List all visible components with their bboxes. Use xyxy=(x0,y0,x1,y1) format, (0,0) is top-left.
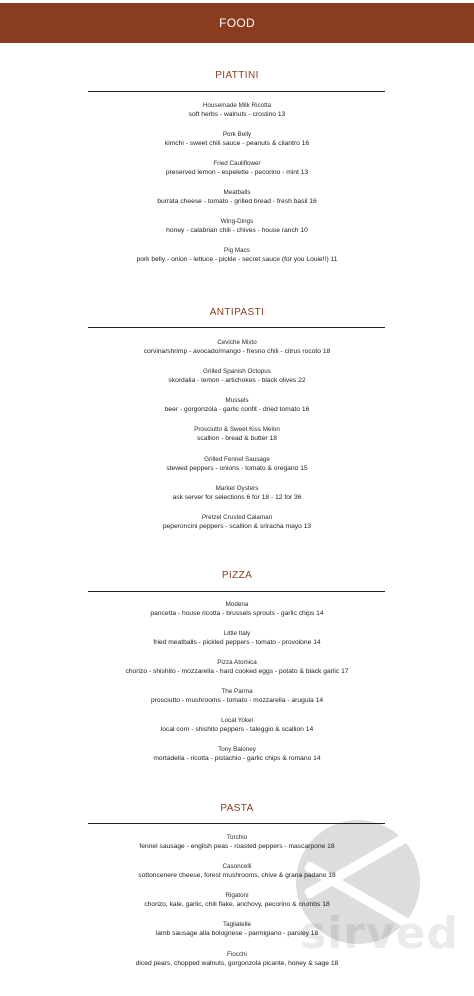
menu-item xyxy=(0,455,474,473)
item-name: The Parma xyxy=(221,688,253,695)
menu-item xyxy=(0,716,474,734)
section-divider xyxy=(88,327,385,328)
item-description: burrata cheese - tomato - grilled bread - fresh basil 16 xyxy=(157,198,317,205)
item-description: sottoncenere cheese, forest mushrooms, chive & grana padano 18 xyxy=(138,872,336,879)
menu-item xyxy=(0,217,474,235)
item-name: Pizza Atomica xyxy=(217,659,257,666)
item-description: pancetta - house ricotta - brussels sprouts - garlic chips 14 xyxy=(150,610,324,617)
item-description: fried meatballs - pickled peppers - tomato - provolone 14 xyxy=(153,639,321,646)
item-name: Wing-Dings xyxy=(220,218,254,225)
menu-item xyxy=(0,130,474,148)
section-title-piattini: PIATTINI xyxy=(215,70,259,81)
item-description: chorizo - shishito - mozzarella - hard cooked eggs - potato & black garlic 17 xyxy=(125,668,349,675)
section-title-antipasti: ANTIPASTI xyxy=(209,307,265,318)
item-description: fennel sausage - english peas - roasted peppers - mascarpone 18 xyxy=(139,843,335,850)
item-name: Housemade Milk Ricotta xyxy=(202,102,272,109)
item-description: soft herbs - walnuts - crostino 13 xyxy=(188,111,286,118)
menu-item xyxy=(0,920,474,938)
item-description: prosciutto - mushrooms - tomato - mozzarella - arugula 14 xyxy=(150,697,324,704)
menu-item xyxy=(0,687,474,705)
item-name: Fried Cauliflower xyxy=(213,160,261,167)
item-description: preserved lemon - espelette - pecorino - mint 13 xyxy=(165,169,309,176)
menu-header-bar xyxy=(0,3,474,43)
menu-item xyxy=(0,425,474,443)
item-name: Grilled Fennel Sausage xyxy=(204,456,270,463)
item-description: corvina/shrimp - avocado/mango - fresno chili - citrus rocoto 18 xyxy=(143,348,331,355)
item-name: Ceviche Mixto xyxy=(217,339,257,346)
item-description: local corn - shishito peppers - taleggio & scallion 14 xyxy=(160,726,314,733)
item-description: chorizo, kale, garlic, chili flake, anchovy, pecorino & crumbs 18 xyxy=(144,901,330,908)
item-name: Prosciutto & Sweet Kiss Melon xyxy=(194,426,280,433)
menu-item xyxy=(0,159,474,177)
item-description: stewed peppers - onions - tomato & oregano 15 xyxy=(166,465,308,472)
item-description: honey - calabrian chili - chives - house ranch 10 xyxy=(166,227,308,234)
item-name: Grilled Spanish Octopus xyxy=(203,368,271,375)
item-name: Pork Belly xyxy=(222,131,252,138)
section-divider xyxy=(88,591,385,592)
menu-item xyxy=(0,101,474,119)
item-name: Meatballs xyxy=(223,189,251,196)
item-description: skordalia - lemon - artichokes - black olives 22 xyxy=(168,377,306,384)
section-divider xyxy=(88,823,385,824)
item-name: Torchio xyxy=(226,834,248,841)
menu-item xyxy=(0,484,474,502)
menu-item xyxy=(0,513,474,531)
menu-item xyxy=(0,246,474,264)
menu-item xyxy=(0,396,474,414)
item-name: Fiocchi xyxy=(227,951,247,958)
item-name: Pig Macs xyxy=(224,247,250,254)
item-name: Casoncelli xyxy=(222,863,252,870)
item-description: ask server for selections 6 for 18 - 12 for 36 xyxy=(172,494,302,501)
menu-item xyxy=(0,629,474,647)
section-title-pasta: PASTA xyxy=(220,803,254,814)
menu-item xyxy=(0,338,474,356)
menu-item xyxy=(0,891,474,909)
item-name: Mussels xyxy=(225,397,249,404)
menu-item xyxy=(0,188,474,206)
item-description: diced pears, chopped walnuts, gorgonzola picante, honey & sage 18 xyxy=(135,960,339,967)
item-name: Tony Baloney xyxy=(218,746,256,753)
item-description: kimchi - sweet chili sauce - peanuts & cilantro 16 xyxy=(164,140,310,147)
menu-header-title: FOOD xyxy=(219,16,255,30)
item-name: Modena xyxy=(225,601,249,608)
section-divider xyxy=(88,91,385,92)
section-title-pizza: PIZZA xyxy=(221,570,253,581)
item-description: lamb sausage alla bolognese - parmigiano - parsley 18 xyxy=(155,930,319,937)
watermark-text: sirved xyxy=(300,908,459,959)
menu-item xyxy=(0,950,474,968)
item-name: Pretzel Crusted Calamari xyxy=(201,514,273,521)
item-name: Tagliatelle xyxy=(222,921,251,928)
item-description: mortadella - ricotta - pistachio - garlic chips & romano 14 xyxy=(153,755,321,762)
item-name: Rigatoni xyxy=(225,892,249,899)
item-description: pork belly - onion - lettuce - pickle - secret sauce (for you Louie!!) 11 xyxy=(136,256,338,263)
item-description: beer - gorgonzola - garlic confit - dried tomato 16 xyxy=(164,406,310,413)
menu-item xyxy=(0,745,474,763)
menu-item xyxy=(0,600,474,618)
menu-item xyxy=(0,833,474,851)
menu-item xyxy=(0,367,474,385)
item-name: Market Oysters xyxy=(215,485,259,492)
menu-item xyxy=(0,658,474,676)
item-name: Local Yokel xyxy=(221,717,253,724)
menu-item xyxy=(0,862,474,880)
item-description: peperoncini peppers - scallion & sriracha mayo 13 xyxy=(162,523,312,530)
item-name: Little Italy xyxy=(223,630,251,637)
item-description: scallion - bread & butter 18 xyxy=(197,435,277,442)
